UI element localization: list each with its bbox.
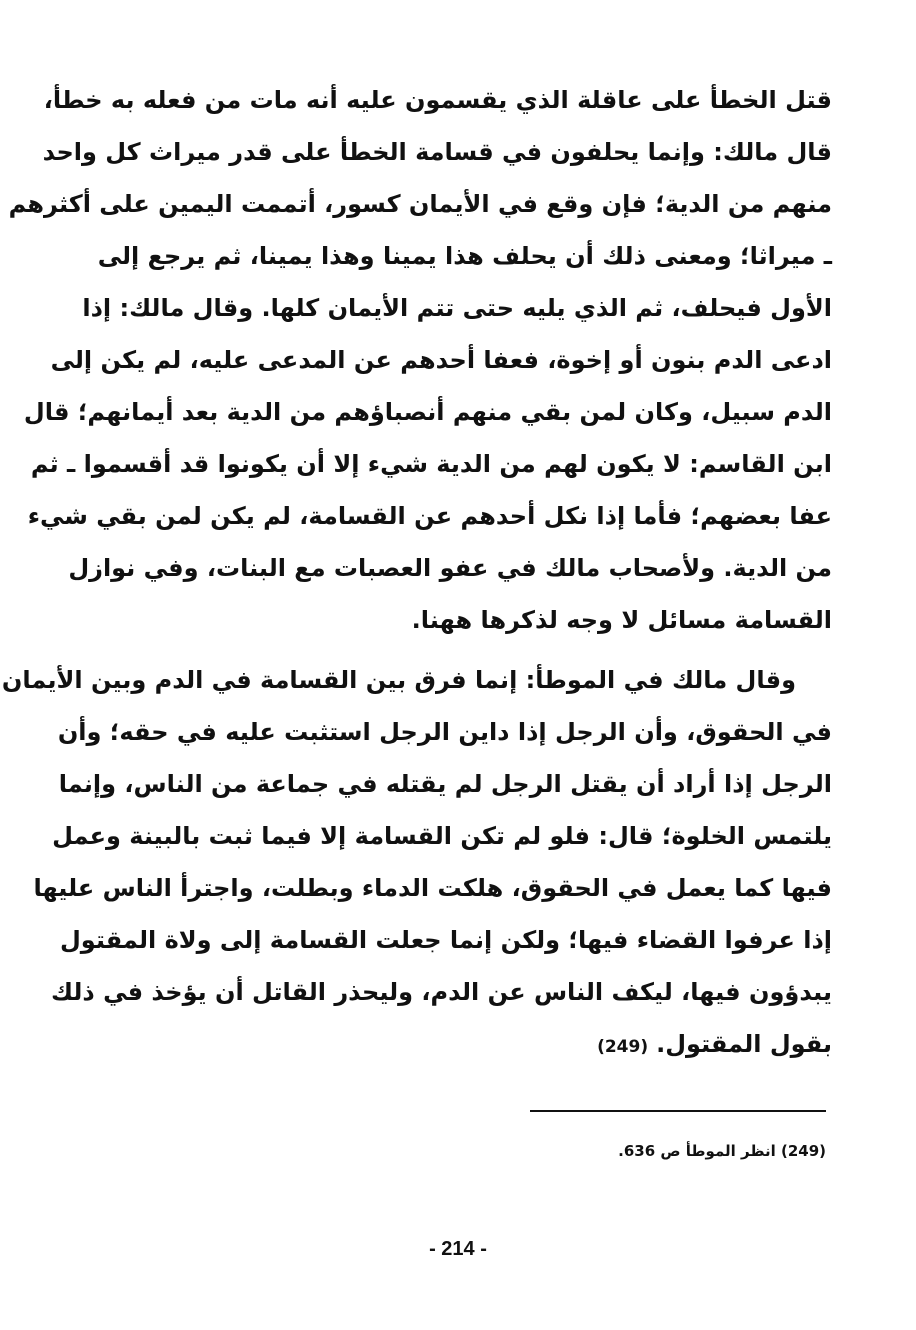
text-line-content: بقول المقتول. — [656, 1030, 832, 1058]
text-line: الدم سبيل، وكان لمن بقي منهم أنصباؤهم من الدية بعد أيمانهم؛ قال — [23, 398, 832, 426]
text-line: من الدية. ولأصحاب مالك في عفو العصبات مع البنات، وفي نوازل — [68, 554, 832, 582]
footnote — [500, 1138, 826, 1164]
text-line: الرجل إذا أراد أن يقتل الرجل لم يقتله في جماعة من الناس، وإنما — [58, 770, 832, 798]
text-line: القسامة مسائل لا وجه لذكرها ههنا. — [411, 606, 832, 634]
text-line: يبدؤون فيها، ليكف الناس عن الدم، وليحذر القاتل أن يؤخذ في ذلك — [51, 978, 832, 1006]
text-line: قال مالك: وإنما يحلفون في قسامة الخطأ على قدر ميراث كل واحد — [42, 138, 832, 166]
text-line: قتل الخطأ على عاقلة الذي يقسمون عليه أنه مات من فعله به خطأ، — [43, 86, 832, 114]
text-line: ابن القاسم: لا يكون لهم من الدية شيء إلا أن يكونوا قد أقسموا ـ ثم — [30, 450, 832, 478]
paragraph-2 — [1, 654, 832, 1070]
text-line: وقال مالك في الموطأ: إنما فرق بين القسامة في الدم وبين الأيمان — [1, 666, 796, 694]
page-number: - 214 - — [429, 1238, 487, 1260]
text-line: في الحقوق، وأن الرجل إذا داين الرجل استثبت عليه في حقه؛ وأن — [57, 718, 832, 746]
footnote-divider — [530, 1110, 826, 1112]
text-line: عفا بعضهم؛ فأما إذا نكل أحدهم عن القسامة، لم يكن لمن بقي شيء — [27, 502, 832, 530]
text-line: فيها كما يعمل في الحقوق، هلكت الدماء وبطلت، واجترأ الناس عليها — [33, 874, 832, 902]
paragraph-1 — [8, 74, 832, 646]
text-line: الأول فيحلف، ثم الذي يليه حتى تتم الأيمان كلها. وقال مالك: إذا — [82, 294, 832, 322]
footnote-reference[interactable]: (249) — [597, 1037, 649, 1057]
text-line: ـ ميراثا؛ ومعنى ذلك أن يحلف هذا يمينا وهذا يمينا، ثم يرجع إلى — [97, 242, 832, 270]
final-text-line — [100, 1018, 832, 1070]
text-line: منهم من الدية؛ فإن وقع في الأيمان كسور، أتممت اليمين على أكثرهم — [8, 190, 832, 218]
text-line: ادعى الدم بنون أو إخوة، فعفا أحدهم عن المدعى عليه، لم يكن إلى — [50, 346, 832, 374]
text-line: يلتمس الخلوة؛ قال: فلو لم تكن القسامة إلا فيما ثبت بالبينة وعمل — [52, 822, 832, 850]
footnote-text: انظر الموطأ ص 636. — [618, 1142, 776, 1160]
footnote-number: (249) — [780, 1142, 826, 1160]
text-line: إذا عرفوا القضاء فيها؛ ولكن إنما جعلت القسامة إلى ولاة المقتول — [59, 926, 832, 954]
